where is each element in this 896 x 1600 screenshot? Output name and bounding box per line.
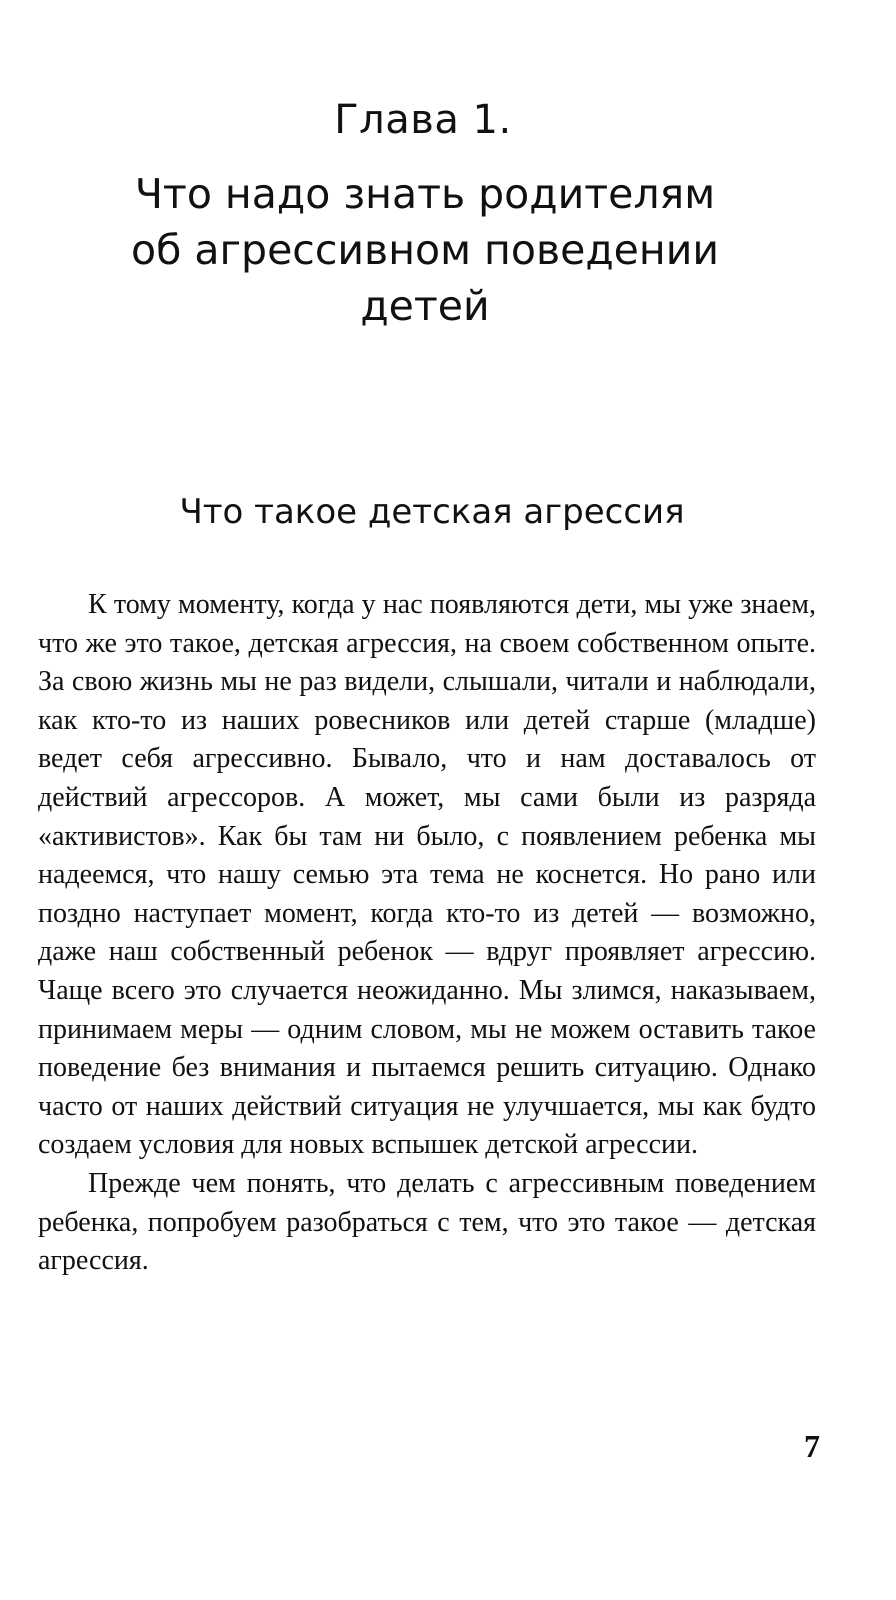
section-title: Что такое детская агрессия xyxy=(179,492,685,532)
chapter-title-line: Что надо знать родителям xyxy=(134,170,716,218)
paragraph: Прежде чем понять, что делать с агрессивным поведением ребенка, попробуем разобраться с тем, что это такое — детская агрессия. xyxy=(38,1167,816,1277)
paragraph: К тому моменту, когда у нас появляются дети, мы уже знаем, что же это такое, детская агрессия, на своем собственном опыте. За свою жизнь мы не раз видели, слышали, читали и наблюдали, как кто-то из наших ровесников или детей старше (младше) ведет себя агрессивно. Бывало, что и нам доставалось от действий агрессоров. А может, мы сами были из разряда «активистов». Как бы там ни было, с появлением ребенка мы надеемся, что нашу семью эта тема не коснется. Но рано или поздно наступает момент, когда кто-то из детей — возможно, даже наш собственный ребенок — вдруг проявляет агрессию. Чаще всего это случается неожиданно. Мы злимся, наказываем, принимаем меры — одним словом, мы не можем оставить такое поведение без внимания и пытаемся решить ситуацию. Однако часто от наших действий ситуация не улучшается, мы как будто создаем условия для новых вспышек детской агрессии. xyxy=(38,589,816,1161)
chapter-label: Глава 1. xyxy=(334,97,512,143)
chapter-title-line: об агрессивном поведении xyxy=(130,226,719,274)
page-number: 7 xyxy=(804,1428,820,1464)
chapter-title-line: детей xyxy=(360,282,490,330)
body-text xyxy=(38,586,816,1281)
chapter-title xyxy=(0,166,850,334)
